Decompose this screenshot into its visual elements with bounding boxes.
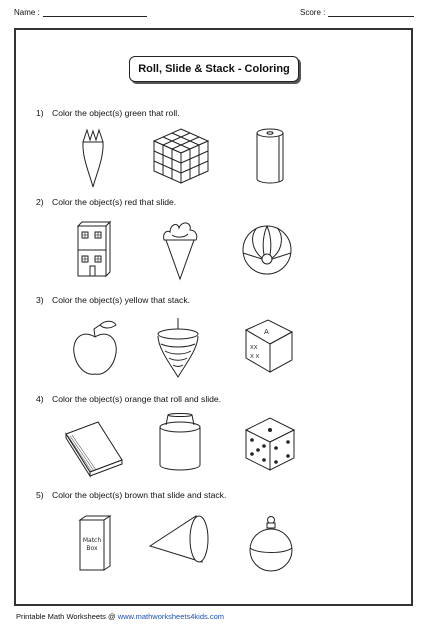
block-letters-xx: XX bbox=[250, 345, 258, 351]
question-4 bbox=[36, 394, 221, 404]
name-field bbox=[14, 8, 147, 17]
name-label: Name : bbox=[14, 8, 40, 17]
dice-icon bbox=[244, 416, 296, 472]
question-5 bbox=[36, 490, 226, 500]
question-3 bbox=[36, 295, 190, 305]
question-1 bbox=[36, 108, 180, 118]
matchbox-label-box: Box bbox=[86, 545, 98, 552]
question-text: Color the object(s) orange that roll and slide. bbox=[52, 394, 222, 404]
alphabet-block-icon bbox=[238, 318, 294, 374]
ornament-icon bbox=[248, 514, 294, 574]
block-letters-x-x: X X bbox=[250, 354, 260, 360]
score-field bbox=[300, 8, 414, 17]
paper-towel-roll-icon bbox=[255, 127, 285, 185]
question-text: Color the object(s) yellow that stack. bbox=[52, 295, 191, 305]
question-number: 3) bbox=[36, 295, 44, 305]
name-blank-line bbox=[43, 8, 147, 17]
footer-website-link[interactable]: www.mathworksheets4kids.com bbox=[117, 612, 224, 621]
spinning-top-icon bbox=[156, 318, 200, 378]
question-number: 4) bbox=[36, 394, 44, 404]
building-icon bbox=[76, 220, 112, 278]
matchbox-icon bbox=[78, 514, 112, 572]
score-label: Score : bbox=[300, 8, 326, 17]
worksheet-title: Roll, Slide & Stack - Coloring bbox=[129, 56, 299, 82]
cone-icon bbox=[148, 514, 212, 564]
question-text: Color the object(s) brown that slide and stack. bbox=[52, 490, 227, 500]
footer bbox=[16, 612, 224, 621]
question-text: Color the object(s) red that slide. bbox=[52, 197, 177, 207]
question-2 bbox=[36, 197, 176, 207]
ice-cream-cone-icon bbox=[160, 218, 200, 280]
question-number: 5) bbox=[36, 490, 44, 500]
book-icon bbox=[64, 420, 126, 474]
block-letter-a: A bbox=[264, 328, 269, 336]
matchbox-label-match: Match bbox=[82, 537, 102, 544]
question-number: 1) bbox=[36, 108, 44, 118]
carrot-icon bbox=[78, 130, 108, 188]
footer-text: Printable Math Worksheets @ bbox=[16, 612, 116, 621]
question-text: Color the object(s) green that roll. bbox=[52, 108, 180, 118]
apple-icon bbox=[70, 319, 120, 377]
beach-ball-icon bbox=[242, 225, 292, 275]
score-blank-line bbox=[328, 8, 414, 17]
question-number: 2) bbox=[36, 197, 44, 207]
glass-jar-icon bbox=[158, 413, 202, 473]
rubiks-cube-icon bbox=[152, 127, 210, 185]
